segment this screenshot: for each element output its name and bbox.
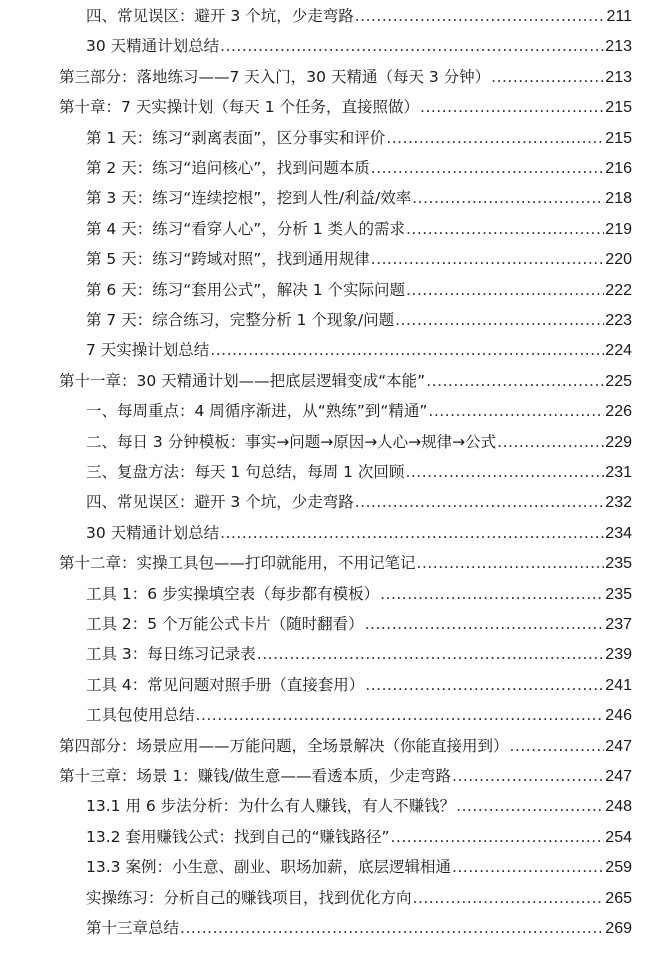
toc-entry-page: 213 <box>605 38 632 56</box>
toc-entry[interactable] <box>86 125 632 151</box>
toc-entry-page: 213 <box>605 68 632 86</box>
toc-dot-leader <box>391 824 605 850</box>
toc-dot-leader <box>452 854 604 880</box>
toc-entry-page: 247 <box>605 737 632 755</box>
toc-entry-page: 237 <box>605 616 632 633</box>
toc-entry-page: 259 <box>605 859 632 877</box>
toc-dot-leader <box>365 672 604 698</box>
toc-entry-page: 232 <box>605 494 632 512</box>
toc-entry-title: 三、复盘方法：每天 1 句总结，每周 1 次回顾 <box>86 463 405 481</box>
toc-dot-leader <box>371 155 605 181</box>
toc-entry[interactable] <box>86 672 632 698</box>
toc-entry-title: 第十一章：30 天精通计划——把底层逻辑变成“本能” <box>59 371 426 390</box>
toc-entry-page: 229 <box>605 433 632 451</box>
toc-dot-leader <box>196 702 605 728</box>
toc-dot-leader <box>412 185 604 211</box>
toc-entry[interactable] <box>86 915 632 941</box>
toc-entry-title: 四、常见误区：避开 3 个坑，少走弯路 <box>86 7 354 25</box>
toc-dot-leader <box>428 398 604 424</box>
toc-entry[interactable] <box>86 246 632 272</box>
toc-entry[interactable] <box>86 702 632 728</box>
toc-entry[interactable] <box>86 489 632 515</box>
toc-entry-title: 第 5 天：练习“跨域对照”，找到通用规律 <box>86 250 370 269</box>
toc-entry-title: 工具 3：每日练习记录表 <box>86 645 256 664</box>
toc-entry-page: 254 <box>605 828 632 846</box>
toc-entry-title: 第 7 天：综合练习，完整分析 1 个现象/问题 <box>86 311 395 329</box>
toc-entry-page: 241 <box>605 676 632 694</box>
toc-dot-leader <box>491 64 604 90</box>
toc-entry-page: 215 <box>605 99 632 117</box>
toc-dot-leader <box>355 3 606 29</box>
toc-dot-leader <box>220 33 604 59</box>
toc-dot-leader <box>417 550 605 576</box>
toc-entry[interactable] <box>86 337 632 363</box>
toc-entry[interactable] <box>86 3 632 29</box>
toc-dot-leader <box>452 763 604 789</box>
toc-entry-page: 235 <box>605 585 632 603</box>
toc-entry-page: 224 <box>605 342 632 360</box>
toc-entry-page: 218 <box>605 190 632 208</box>
toc-entry-title: 第 2 天：练习“追问核心”，找到问题本质 <box>86 159 370 177</box>
toc-entry[interactable] <box>86 854 632 880</box>
toc-dot-leader <box>210 337 604 363</box>
toc-entry[interactable] <box>86 885 632 911</box>
toc-entry-title: 第 1 天：练习“剥离表面”，区分事实和评价 <box>86 128 386 147</box>
toc-entry[interactable] <box>86 793 632 819</box>
toc-entry-page: 231 <box>605 464 632 481</box>
toc-entry[interactable] <box>86 520 632 546</box>
toc-dot-leader <box>510 733 605 759</box>
toc-entry-title: 工具 2：5 个万能公式卡片（随时翻看） <box>86 615 364 633</box>
toc-dot-leader <box>365 611 605 637</box>
toc-entry-page: 235 <box>605 555 632 573</box>
toc-entry-title: 第三部分：落地练习——7 天入门，30 天精通（每天 3 分钟） <box>59 67 491 86</box>
toc-dot-leader <box>413 885 605 911</box>
toc-entry-page: 222 <box>605 281 632 299</box>
toc-entry-page: 219 <box>605 220 632 238</box>
toc-dot-leader <box>380 581 604 607</box>
toc-entry[interactable] <box>86 611 632 637</box>
toc-entry-title: 7 天实操计划总结 <box>86 341 210 360</box>
toc-entry-title: 第四部分：场景应用——万能问题，全场景解决（你能直接用到） <box>59 736 509 755</box>
toc-entry-title: 工具包使用总结 <box>86 706 195 725</box>
toc-entry[interactable] <box>86 185 632 211</box>
toc-dot-leader <box>426 368 604 394</box>
toc-entry-title: 第十二章：实操工具包——打印就能用，不用记笔记 <box>59 554 416 573</box>
toc-entry[interactable] <box>86 429 632 455</box>
toc-entry-page: 246 <box>605 707 632 725</box>
toc-dot-leader <box>257 641 605 667</box>
toc-dot-leader <box>405 459 604 485</box>
toc-entry[interactable] <box>86 33 632 59</box>
toc-entry[interactable] <box>86 216 632 242</box>
toc-dot-leader <box>371 246 605 272</box>
toc-entry-title: 13.1 用 6 步法分析：为什么有人赚钱，有人不赚钱？ <box>86 797 456 816</box>
toc-entry-title: 二、每日 3 分钟模板：事实→问题→原因→人心→规律→公式 <box>86 432 497 451</box>
toc-entry[interactable] <box>86 581 632 607</box>
toc-entry-page: 247 <box>605 768 632 785</box>
toc-entry-title: 30 天精通计划总结 <box>86 523 220 542</box>
toc-dot-leader <box>497 429 604 455</box>
toc-entry-title: 四、常见误区：避开 3 个坑，少走弯路 <box>86 493 354 512</box>
toc-entry-title: 第十三章总结 <box>86 919 180 937</box>
toc-entry-title: 工具 1：6 步实操填空表（每步都有模板） <box>86 584 380 603</box>
toc-entry-title: 第十章：7 天实操计划（每天 1 个任务，直接照做） <box>59 98 420 117</box>
toc-entry-title: 30 天精通计划总结 <box>86 37 220 56</box>
toc-dot-leader <box>220 520 604 546</box>
toc-entry[interactable] <box>86 155 632 181</box>
toc-entry[interactable] <box>86 398 632 424</box>
toc-entry[interactable] <box>59 763 632 789</box>
toc-entry-page: 225 <box>605 372 632 390</box>
toc-entry-title: 第 6 天：练习“套用公式”，解决 1 个实际问题 <box>86 280 405 299</box>
toc-entry[interactable] <box>86 824 632 850</box>
toc-dot-leader <box>420 94 604 120</box>
toc-entry-page: 269 <box>605 920 632 937</box>
toc-entry-page: 248 <box>605 798 632 816</box>
toc-dot-leader <box>456 793 604 819</box>
toc-entry-page: 211 <box>606 8 632 25</box>
toc-entry-page: 226 <box>605 403 632 421</box>
toc-entry[interactable] <box>59 368 632 394</box>
toc-entry[interactable] <box>59 64 632 90</box>
toc-entry-page: 223 <box>605 312 632 329</box>
toc-entry[interactable] <box>86 459 632 485</box>
toc-entry[interactable] <box>86 277 632 303</box>
toc-dot-leader <box>386 125 604 151</box>
toc-entry-title: 实操练习：分析自己的赚钱项目，找到优化方向 <box>86 888 412 907</box>
toc-entry-title: 13.2 套用赚钱公式：找到自己的“赚钱路径” <box>86 827 390 846</box>
toc-entry-title: 13.3 案例：小生意、副业、职场加薪，底层逻辑相通 <box>86 858 451 877</box>
toc-entry-page: 234 <box>605 524 632 542</box>
toc-entry[interactable] <box>59 733 632 759</box>
toc-entry-page: 239 <box>605 646 632 664</box>
toc-dot-leader <box>355 489 605 515</box>
toc-entry[interactable] <box>86 641 632 667</box>
toc-entry-title: 一、每周重点：4 周循序渐进，从“熟练”到“精通” <box>86 402 428 421</box>
toc-entry-page: 265 <box>605 889 632 907</box>
toc-dot-leader <box>406 277 604 303</box>
toc-entry-page: 215 <box>605 129 632 147</box>
toc-entry-page: 220 <box>605 251 632 269</box>
toc-dot-leader <box>395 307 604 333</box>
toc-entry-page: 216 <box>605 160 632 177</box>
toc-dot-leader <box>180 915 604 941</box>
toc-entry-title: 第 4 天：练习“看穿人心”，分析 1 类人的需求 <box>86 219 405 238</box>
toc-entry-title: 第十三章：场景 1：赚钱/做生意——看透本质，少走弯路 <box>59 767 452 785</box>
toc-entry-title: 工具 4：常见问题对照手册（直接套用） <box>86 675 365 694</box>
toc-entry[interactable] <box>86 307 632 333</box>
toc-entry-title: 第 3 天：练习“连续挖根”，挖到人性/利益/效率 <box>86 189 412 208</box>
toc-dot-leader <box>406 216 604 242</box>
toc-entry[interactable] <box>59 550 632 576</box>
toc-entry[interactable] <box>59 94 632 120</box>
